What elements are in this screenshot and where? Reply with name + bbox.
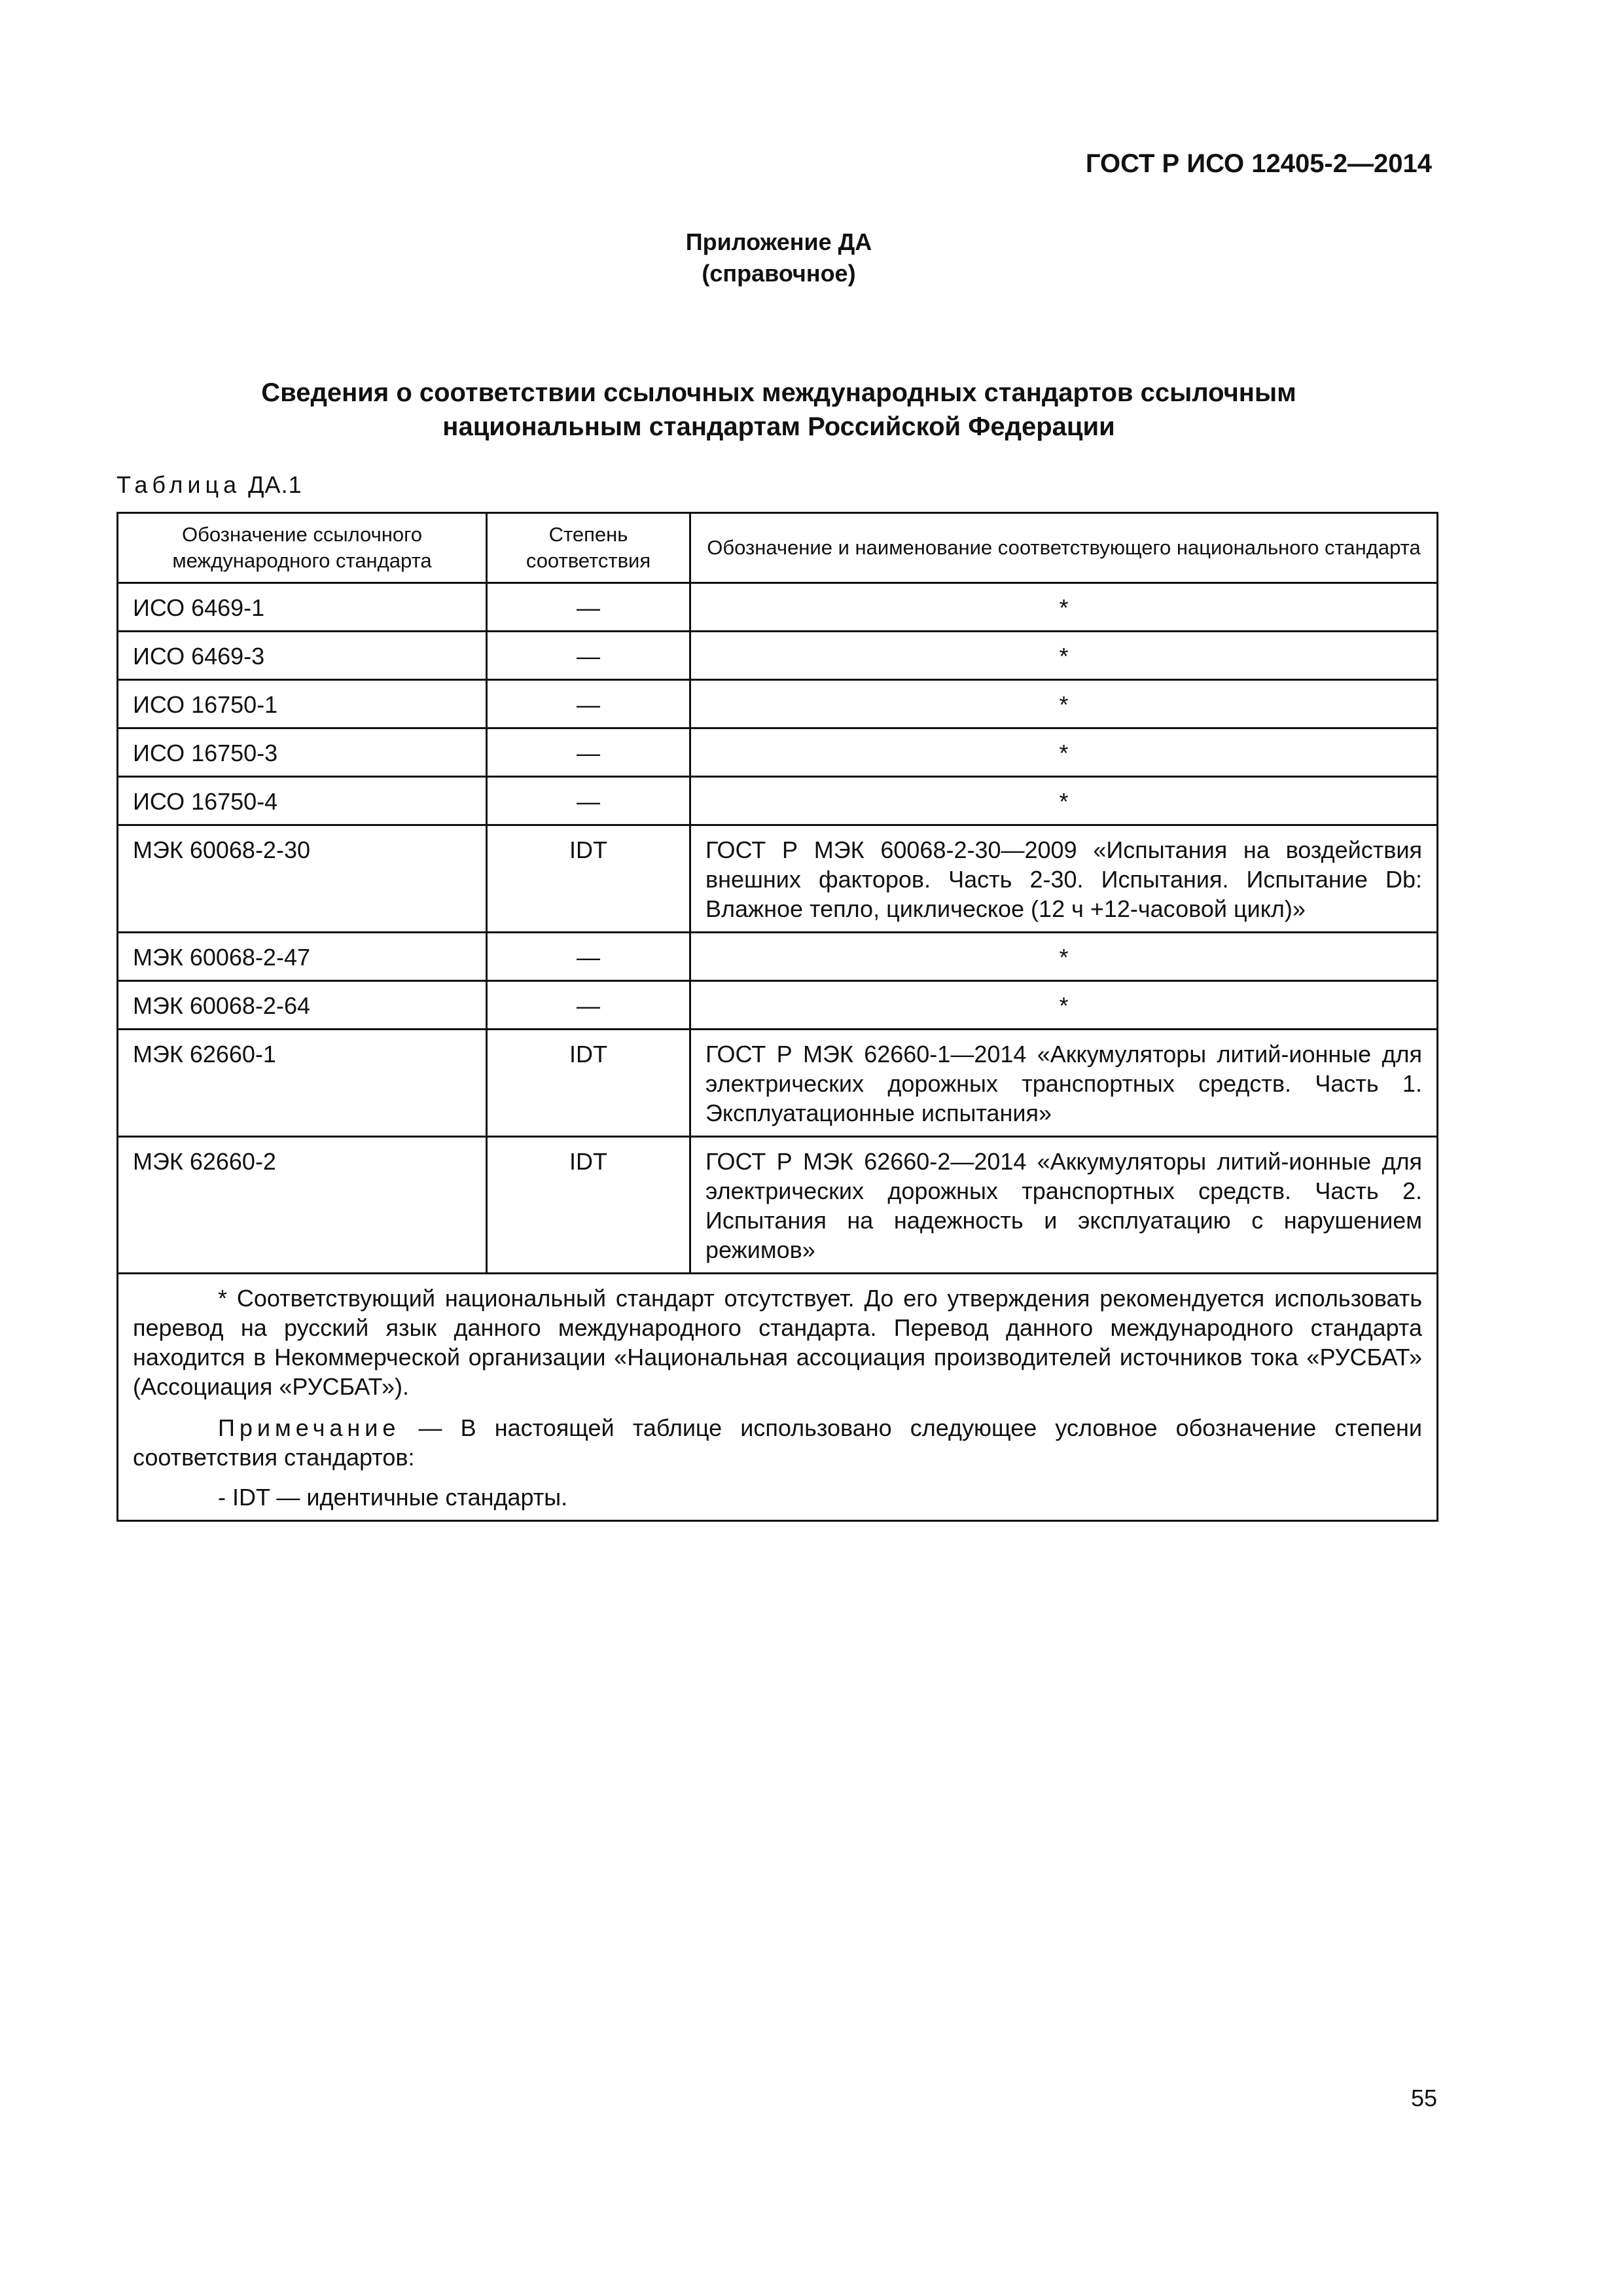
document-code: ГОСТ Р ИСО 12405-2—2014 xyxy=(1085,149,1432,178)
table-notes xyxy=(118,1274,1438,1521)
table-header-row xyxy=(118,513,1438,583)
cell-national: * xyxy=(690,632,1438,680)
table-notes-row xyxy=(118,1274,1438,1521)
cell-national: * xyxy=(690,728,1438,777)
cell-national: * xyxy=(690,981,1438,1030)
section-title-line-2: национальным стандартам Российской Федерации xyxy=(442,412,1115,441)
cell-intl: МЭК 60068-2-47 xyxy=(118,933,487,981)
table-footnote: * Соответствующий национальный стандарт отсутствует. До его утверждения рекомендуется использовать перевод на русский язык данного международного стандарта. Перевод данного международного стандарта находится в Некоммерческой организации «Национальная ассоциация производителей источников тока «РУСБАТ» (Ассоциация «РУСБАТ»). xyxy=(133,1285,1422,1400)
cell-intl: МЭК 62660-1 xyxy=(118,1030,487,1137)
cell-degree: — xyxy=(487,981,690,1030)
cell-degree: IDT xyxy=(487,1137,690,1274)
note-label: Примечание xyxy=(218,1414,401,1441)
table-row xyxy=(118,777,1438,825)
cell-degree: — xyxy=(487,777,690,825)
header-intl-standard: Обозначение ссылочного международного стандарта xyxy=(118,513,487,583)
table-row xyxy=(118,1137,1438,1274)
cell-degree: IDT xyxy=(487,1030,690,1137)
table-row xyxy=(118,680,1438,728)
table-row xyxy=(118,1030,1438,1137)
note-text: — В настоящей таблице использовано следующее условное обозначение степени соответствия стандартов: xyxy=(133,1414,1422,1471)
cell-degree: — xyxy=(487,583,690,632)
cell-degree: — xyxy=(487,933,690,981)
cell-intl: ИСО 16750-4 xyxy=(118,777,487,825)
header-national-standard: Обозначение и наименование соответствующего национального стандарта xyxy=(690,513,1438,583)
cell-national: * xyxy=(690,680,1438,728)
cell-national: * xyxy=(690,933,1438,981)
table-row xyxy=(118,981,1438,1030)
cell-intl: МЭК 62660-2 xyxy=(118,1137,487,1274)
table-row xyxy=(118,933,1438,981)
cell-intl: ИСО 6469-1 xyxy=(118,583,487,632)
section-title xyxy=(0,376,1558,444)
note-list-item: - IDT — идентичные стандарты. xyxy=(218,1484,568,1511)
section-title-line-1: Сведения о соответствии ссылочных международных стандартов ссылочным xyxy=(261,378,1296,407)
cell-intl: МЭК 60068-2-30 xyxy=(118,825,487,933)
cell-degree: — xyxy=(487,680,690,728)
annex-title: Приложение ДА xyxy=(685,228,872,255)
table-caption-number: ДА.1 xyxy=(248,471,302,498)
cell-degree: — xyxy=(487,632,690,680)
cell-national: * xyxy=(690,777,1438,825)
cell-intl: ИСО 16750-1 xyxy=(118,680,487,728)
cell-intl: ИСО 16750-3 xyxy=(118,728,487,777)
page-number: 55 xyxy=(1410,2085,1437,2111)
table-row xyxy=(118,583,1438,632)
table-row xyxy=(118,728,1438,777)
cell-intl: МЭК 60068-2-64 xyxy=(118,981,487,1030)
header-degree: Степень соответствия xyxy=(487,513,690,583)
cell-degree: IDT xyxy=(487,825,690,933)
cell-degree: — xyxy=(487,728,690,777)
cell-national: ГОСТ Р МЭК 62660-1—2014 «Аккумуляторы литий-ионные для электрических дорожных транспортных средств. Часть 1. Эксплуатационные испытания» xyxy=(690,1030,1438,1137)
cell-intl: ИСО 6469-3 xyxy=(118,632,487,680)
correspondence-table xyxy=(116,512,1438,1522)
cell-national: * xyxy=(690,583,1438,632)
annex-kind: (справочное) xyxy=(702,260,856,287)
cell-national: ГОСТ Р МЭК 60068-2-30—2009 «Испытания на воздействия внешних факторов. Часть 2-30. Испытания. Испытание Db: Влажное тепло, циклическое (12 ч +12-часовой цикл)» xyxy=(690,825,1438,933)
table-caption xyxy=(116,471,302,499)
cell-national: ГОСТ Р МЭК 62660-2—2014 «Аккумуляторы литий-ионные для электрических дорожных транспортных средств. Часть 2. Испытания на надежность и эксплуатацию с нарушением режимов» xyxy=(690,1137,1438,1274)
table-note xyxy=(133,1413,1422,1472)
table-caption-word: Таблица xyxy=(116,471,241,498)
annex-heading xyxy=(0,226,1558,289)
table-row xyxy=(118,632,1438,680)
table-row xyxy=(118,825,1438,933)
